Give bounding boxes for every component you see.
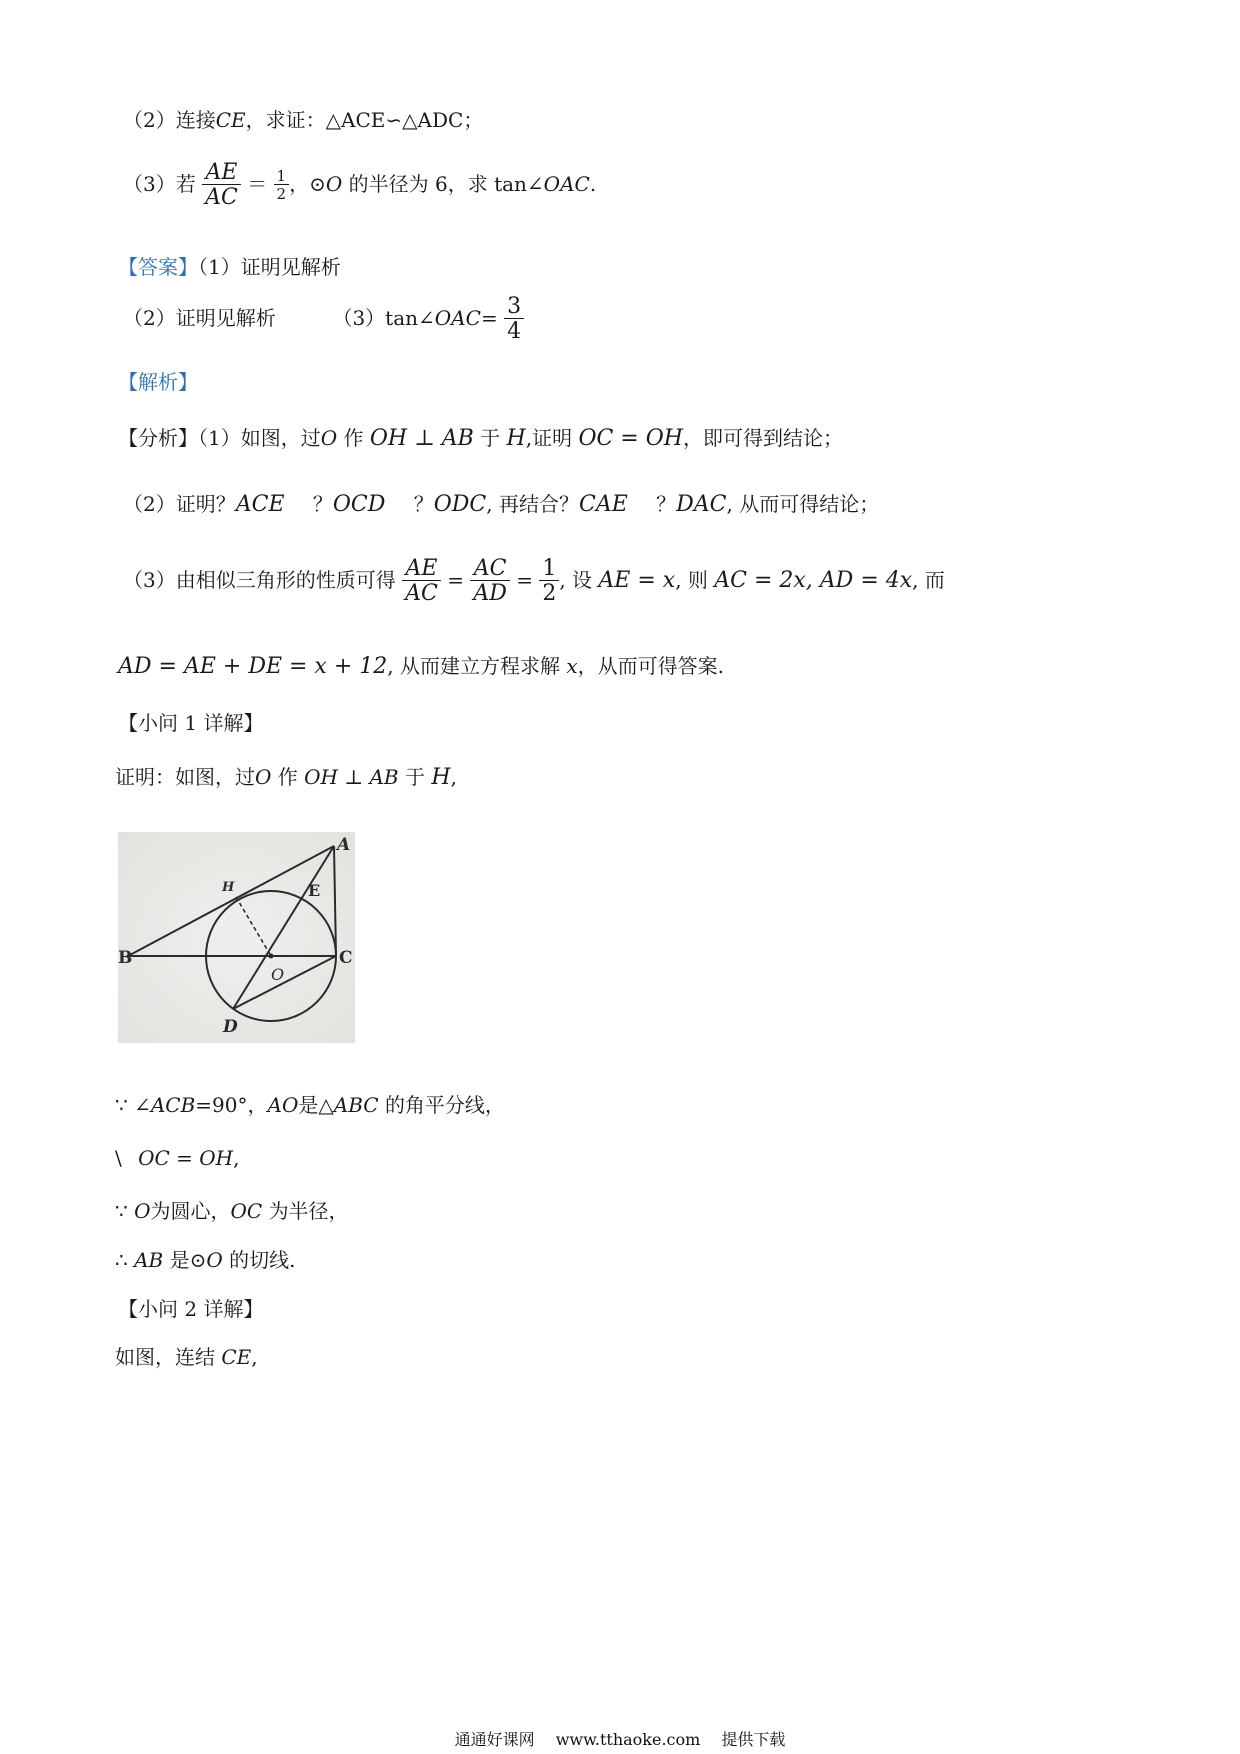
answer-tag: 【答案】 [118, 255, 198, 279]
q3-half [274, 169, 290, 202]
footer-url[interactable]: www.tthaoke.com [555, 1730, 701, 1749]
question-2 [123, 110, 483, 130]
answer-line-2 [123, 296, 524, 343]
q3-label: （3）若 [123, 172, 196, 196]
analysis-l1-math2: OC = OH [578, 426, 683, 451]
proof-step-1 [115, 1095, 505, 1115]
analysis-l4-x: x [566, 654, 578, 678]
analysis-l1-b: 作 [343, 426, 364, 450]
q2-ce: CE [215, 108, 246, 132]
answer-3-den: 4 [504, 318, 524, 343]
answer-2: （2）证明见解析 [123, 306, 276, 330]
analysis-l2-a: （2）证明？ [123, 492, 236, 516]
sub1-s4-a: ∴ [115, 1248, 128, 1272]
analysis-l3-f1d: AC [402, 580, 441, 605]
analysis-line-3 [123, 558, 945, 605]
label-o: O [271, 965, 285, 984]
q3-fraction [202, 162, 241, 209]
analysis-l4-m: AD = AE + DE = x + 12 [118, 654, 388, 679]
analysis-l2-q5: ？ [656, 492, 677, 516]
sub1-tag: 【小问 1 详解】 [118, 711, 264, 735]
q3-half-num: 1 [276, 167, 287, 185]
analysis-l3-frac3 [539, 558, 559, 605]
sub1-s2-b: , [233, 1146, 240, 1170]
sub2-p-b: , [251, 1345, 258, 1369]
question-3 [123, 162, 596, 209]
sub1-s3-o: O [134, 1199, 151, 1223]
jiexi-tag: 【解析】 [118, 370, 198, 394]
sub1-s1-m2: AO [267, 1093, 299, 1117]
analysis-l1-e: ，即可得到结论； [682, 426, 843, 450]
analysis-l3-f3n: 1 [542, 556, 557, 581]
analysis-l3-a: （3）由相似三角形的性质可得 [123, 568, 396, 592]
sub2-p-a: 如图，连结 [115, 1345, 215, 1369]
label-h: H [222, 880, 235, 895]
answer-line-1 [118, 257, 341, 277]
sub1-p-a: 证明：如图，过 [115, 765, 255, 789]
sub1-s1-c: 是△ [298, 1093, 334, 1117]
footer-note: 提供下载 [721, 1730, 786, 1749]
analysis-l1-h: H [506, 426, 526, 451]
geometry-figure [118, 832, 355, 1043]
analysis-l3-f3d: 2 [539, 580, 559, 605]
sub1-s2-a: \ [115, 1146, 122, 1170]
sub1-proof-intro [115, 767, 457, 789]
answer-3-num: 3 [507, 294, 522, 319]
analysis-l2-c: , 从而可得结论； [726, 492, 880, 516]
analysis-l3-f2d: AD [470, 580, 510, 605]
proof-step-2 [115, 1148, 239, 1168]
answer-3-eq: = [480, 306, 498, 330]
analysis-l2-m3: ODC [433, 492, 487, 517]
analysis-l2-m4: CAE [578, 492, 628, 517]
answer-1: （1）证明见解析 [198, 255, 341, 279]
sub1-s4-m: AB [134, 1248, 164, 1272]
sub1-p-b: 作 [277, 765, 298, 789]
q3-denominator: AC [202, 184, 241, 209]
label-e: E [308, 881, 321, 900]
label-a: A [337, 835, 351, 855]
analysis-l2-m1: ACE [235, 492, 285, 517]
sub1-p-o: O [255, 765, 272, 789]
sub1-p-h: H [431, 765, 451, 790]
analysis-l4-a: , 从而建立方程求解 [387, 654, 560, 678]
sub1-s3-m: OC [230, 1199, 263, 1223]
center-point [269, 954, 274, 959]
sub1-s1-d: 的角平分线， [384, 1093, 505, 1117]
geometry-diagram [118, 832, 355, 1043]
analysis-l1-math: OH ⊥ AB [369, 426, 474, 451]
sub1-s3-c: 为半径， [268, 1199, 349, 1223]
analysis-l4-b: ，从而可得答案. [577, 654, 724, 678]
q2-tail: ，求证：△ACE∽△ADC； [245, 108, 484, 132]
answer-3-fraction [504, 296, 524, 343]
analysis-l3-m1: AE = x [598, 568, 676, 593]
sub1-s1-b: =90°， [195, 1093, 268, 1117]
analysis-line-4 [118, 656, 724, 678]
analysis-l2-q3: ？ [413, 492, 434, 516]
label-d: D [223, 1017, 238, 1037]
analysis-l3-frac1 [402, 558, 441, 605]
sub1-s1-m3: ABC [333, 1093, 379, 1117]
q3-numerator: AE [205, 160, 238, 185]
answer-3-label: （3）tan∠ [332, 306, 435, 330]
analysis-line-2 [123, 494, 879, 516]
sub2-intro [115, 1347, 258, 1367]
q2-label: （2）连接 [123, 108, 216, 132]
sub1-p-d: , [450, 765, 457, 789]
sub1-s2-m: OC = OH [138, 1146, 234, 1170]
sub1-s4-o: O [206, 1248, 223, 1272]
analysis-l3-f2n: AC [473, 556, 507, 581]
sub1-s4-c: 的切线. [229, 1248, 296, 1272]
analysis-tag: 【分析】 [118, 426, 198, 450]
analysis-l3-f1n: AE [405, 556, 438, 581]
footer-site: 通通好课网 [454, 1730, 535, 1749]
analysis-l2-q2: ？ [312, 492, 333, 516]
analysis-l3-b: , 设 [559, 568, 593, 592]
sub1-p-c: 于 [405, 765, 425, 789]
analysis-l2-m5: DAC [676, 492, 727, 517]
analysis-l1-d: ,证明 [525, 426, 573, 450]
q3-tail2: 的半径为 6，求 tan∠ [348, 172, 544, 196]
analysis-l3-m2: AC = 2x, AD = 4x [714, 568, 913, 593]
q3-equals: ＝ [247, 172, 268, 196]
q3-tail3: . [589, 172, 597, 196]
label-c: C [339, 948, 353, 968]
analysis-l3-frac2 [470, 558, 510, 605]
analysis-l1-a: （1）如图，过 [198, 426, 321, 450]
q3-o: O [325, 172, 343, 196]
analysis-l1-o: O [320, 426, 338, 450]
sub2-p-m: CE [221, 1345, 252, 1369]
analysis-l3-d: , 而 [912, 568, 945, 592]
label-b: B [118, 948, 133, 968]
proof-step-3 [115, 1201, 349, 1221]
analysis-l3-eq1: = [447, 568, 464, 592]
analysis-l1-c: 于 [480, 426, 501, 450]
answer-3-oac: OAC [434, 306, 481, 330]
sub1-s1-m: ACB [150, 1093, 196, 1117]
analysis-line-1 [118, 428, 843, 450]
analysis-l3-eq2: = [516, 568, 533, 592]
proof-step-4 [115, 1250, 295, 1270]
analysis-l2-b: , 再结合？ [486, 492, 579, 516]
analysis-l3-c: , 则 [675, 568, 708, 592]
q3-half-den: 2 [274, 184, 290, 202]
sub1-s3-a: ∵ [115, 1199, 128, 1223]
q3-oac: OAC [543, 172, 590, 196]
sub1-s4-b: 是⊙ [169, 1248, 207, 1272]
sub2-tag: 【小问 2 详解】 [118, 1297, 264, 1321]
sub1-s3-b: 为圆心， [150, 1199, 231, 1223]
page-footer [0, 1727, 1240, 1750]
sub1-p-m: OH ⊥ AB [304, 765, 399, 789]
q3-tail1: ，⊙ [289, 172, 326, 196]
sub1-s1-a: ∵ ∠ [115, 1093, 151, 1117]
analysis-l2-m2: OCD [332, 492, 386, 517]
